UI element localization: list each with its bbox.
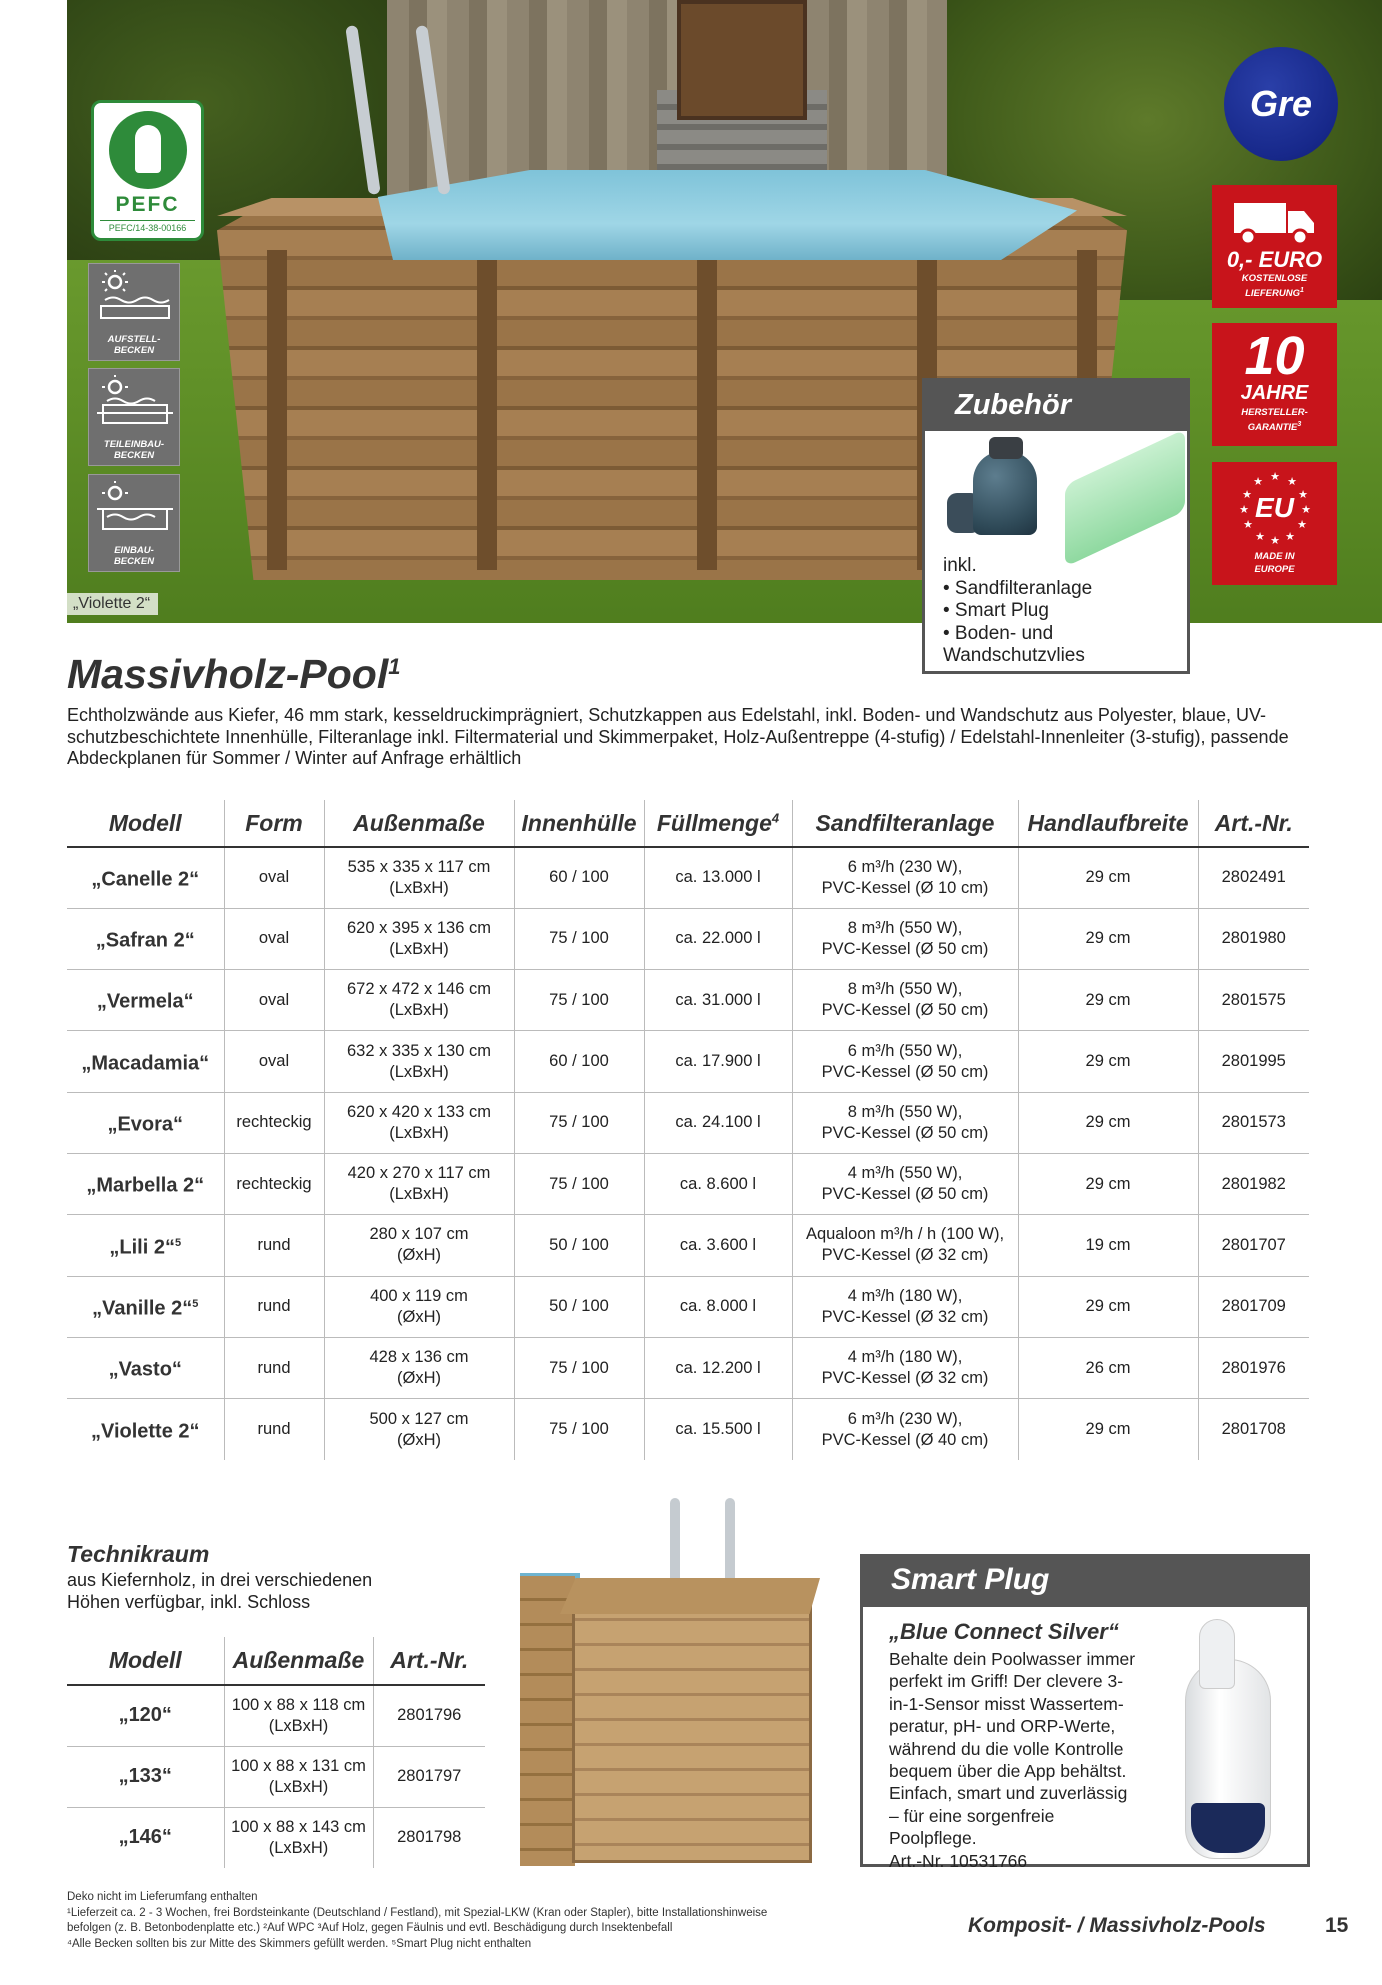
- liner-cell: 75 / 100: [514, 1337, 644, 1398]
- accessories-box: [922, 378, 1190, 674]
- column-header: Handlaufbreite: [1018, 800, 1198, 847]
- article-number-cell: 2801796: [373, 1685, 485, 1746]
- dimensions-cell: 420 x 270 x 117 cm (LxBxH): [324, 1153, 514, 1214]
- dimensions-cell: 100 x 88 x 131 cm (LxBxH): [224, 1746, 373, 1807]
- sensor-device-image: [1163, 1619, 1293, 1859]
- table-row: [67, 1031, 1309, 1092]
- form-cell: rund: [224, 1399, 324, 1460]
- warranty-word: JAHRE: [1240, 382, 1309, 404]
- dimensions-cell: 632 x 335 x 130 cm (LxBxH): [324, 1031, 514, 1092]
- technikraum-description: aus Kiefernholz, in drei verschiedenen Höhen verfügbar, inkl. Schloss: [67, 1570, 373, 1612]
- dimensions-cell: 535 x 335 x 117 cm (LxBxH): [324, 847, 514, 908]
- article-number-cell: 2801980: [1198, 908, 1309, 969]
- made-in-europe-text: MADE IN EUROPE: [1254, 551, 1295, 575]
- delivery-price: 0,- EURO: [1226, 247, 1323, 272]
- dimensions-cell: 100 x 88 x 143 cm (LxBxH): [224, 1807, 373, 1868]
- svg-text:★: ★: [1301, 503, 1311, 516]
- svg-text:★: ★: [1253, 475, 1263, 488]
- article-number-cell: 2801995: [1198, 1031, 1309, 1092]
- column-header: Art.-Nr.: [373, 1637, 485, 1685]
- form-cell: rechteckig: [224, 1092, 324, 1153]
- handrail-cell: 29 cm: [1018, 1153, 1198, 1214]
- model-cell: „146“: [118, 1826, 172, 1849]
- volume-cell: ca. 13.000 l: [644, 847, 792, 908]
- table-row: [67, 1746, 485, 1807]
- svg-text:★: ★: [1297, 518, 1307, 531]
- delivery-text: KOSTENLOSE LIEFERUNG$^1$: [1241, 273, 1308, 300]
- column-header: Füllmenge$^4$: [644, 800, 792, 847]
- volume-cell: ca. 24.100 l: [644, 1092, 792, 1153]
- form-cell: rund: [224, 1276, 324, 1337]
- brand-logo: Gre: [1224, 47, 1338, 161]
- form-cell: oval: [224, 908, 324, 969]
- table-row: [67, 1276, 1309, 1337]
- partial-inground-pool-badge: [88, 368, 180, 466]
- model-cell: „Vasto“: [67, 1337, 224, 1398]
- form-cell: rund: [224, 1215, 324, 1276]
- table-row: [67, 1215, 1309, 1276]
- type-badge-label: EINBAU- BECKEN: [113, 545, 155, 567]
- filter-cell: Aqualoon m³/h / h (100 W), PVC-Kessel (Ø 32 cm): [792, 1215, 1018, 1276]
- technikraum-photo: [520, 1498, 826, 1870]
- liner-cell: 75 / 100: [514, 970, 644, 1031]
- model-cell: „Vanille 2“$^5$: [67, 1276, 224, 1337]
- photo-caption: „Violette 2“: [67, 593, 158, 615]
- free-delivery-badge: [1212, 185, 1337, 308]
- volume-cell: ca. 8.000 l: [644, 1276, 792, 1337]
- article-number-cell: 2801708: [1198, 1399, 1309, 1460]
- accessories-title: Zubehör: [925, 381, 1187, 431]
- accessory-item: • Smart Plug: [943, 600, 1049, 621]
- table-header-row: [67, 1637, 485, 1685]
- article-number-cell: 2801982: [1198, 1153, 1309, 1214]
- article-number-cell: 2801575: [1198, 970, 1309, 1031]
- table-row: [67, 1685, 485, 1746]
- liner-cell: 60 / 100: [514, 1031, 644, 1092]
- accessories-intro: inkl.: [943, 555, 977, 576]
- liner-cell: 75 / 100: [514, 1092, 644, 1153]
- handrail-cell: 29 cm: [1018, 1031, 1198, 1092]
- column-header: Innenhülle: [514, 800, 644, 847]
- handrail-cell: 29 cm: [1018, 1399, 1198, 1460]
- inground-pool-badge: [88, 474, 180, 572]
- handrail-cell: 29 cm: [1018, 847, 1198, 908]
- filter-cell: 6 m³/h (230 W), PVC-Kessel (Ø 40 cm): [792, 1399, 1018, 1460]
- column-header: Außenmaße: [224, 1637, 373, 1685]
- dimensions-cell: 400 x 119 cm (ØxH): [324, 1276, 514, 1337]
- liner-cell: 75 / 100: [514, 1153, 644, 1214]
- filter-cell: 4 m³/h (180 W), PVC-Kessel (Ø 32 cm): [792, 1276, 1018, 1337]
- handrail-cell: 29 cm: [1018, 1092, 1198, 1153]
- article-number-cell: 2802491: [1198, 847, 1309, 908]
- model-cell: „Macadamia“: [67, 1031, 224, 1092]
- filter-cell: 8 m³/h (550 W), PVC-Kessel (Ø 50 cm): [792, 1092, 1018, 1153]
- model-cell: „Canelle 2“: [67, 847, 224, 908]
- svg-text:★: ★: [1242, 488, 1252, 501]
- eu-label: EU: [1255, 492, 1294, 523]
- liner-cell: 50 / 100: [514, 1215, 644, 1276]
- article-number-cell: 2801573: [1198, 1092, 1309, 1153]
- footnote: ⁴Alle Becken sollten bis zur Mitte des Skimmers gefüllt werden. ⁵Smart Plug nicht enthalten: [67, 1937, 532, 1950]
- warranty-text: HERSTELLER- GARANTIE$^3$: [1241, 407, 1308, 434]
- model-cell: „133“: [67, 1746, 224, 1807]
- svg-text:★: ★: [1255, 530, 1265, 543]
- warranty-years: 10: [1244, 326, 1305, 386]
- volume-cell: ca. 31.000 l: [644, 970, 792, 1031]
- dimensions-cell: 620 x 395 x 136 cm (LxBxH): [324, 908, 514, 969]
- svg-text:★: ★: [1285, 530, 1295, 543]
- form-cell: oval: [224, 970, 324, 1031]
- volume-cell: ca. 17.900 l: [644, 1031, 792, 1092]
- footer-category: Komposit- / Massivholz-Pools: [968, 1914, 1266, 1937]
- partial-inground-pool-icon: [97, 375, 173, 425]
- dimensions-cell: 100 x 88 x 118 cm (LxBxH): [224, 1685, 373, 1746]
- volume-cell: ca. 3.600 l: [644, 1215, 792, 1276]
- tree-icon: [109, 111, 187, 189]
- technikraum-table: [67, 1637, 485, 1868]
- table-row: [67, 908, 1309, 969]
- inground-pool-icon: [97, 481, 173, 531]
- model-cell: „Safran 2“: [67, 908, 224, 969]
- freestanding-pool-badge: [88, 263, 180, 361]
- pefc-certification-logo: [91, 100, 204, 241]
- svg-text:★: ★: [1243, 518, 1253, 531]
- svg-text:★: ★: [1287, 475, 1297, 488]
- dimensions-cell: 280 x 107 cm (ØxH): [324, 1215, 514, 1276]
- volume-cell: ca. 8.600 l: [644, 1153, 792, 1214]
- form-cell: oval: [224, 1031, 324, 1092]
- liner-cell: 50 / 100: [514, 1276, 644, 1337]
- model-cell: „Violette 2“: [90, 1420, 200, 1443]
- liner-cell: 75 / 100: [514, 908, 644, 969]
- pefc-label: PEFC: [115, 193, 180, 216]
- handrail-cell: 26 cm: [1018, 1337, 1198, 1398]
- smart-plug-product-name: „Blue Connect Silver“: [889, 1619, 1119, 1644]
- footnote: Deko nicht im Lieferumfang enthalten: [67, 1891, 258, 1903]
- pool-models-table: [67, 800, 1309, 1460]
- warranty-badge: [1212, 323, 1337, 446]
- volume-cell: ca. 22.000 l: [644, 908, 792, 969]
- table-row: [67, 1153, 1309, 1214]
- accessory-item: • Boden- und Wandschutzvlies: [943, 622, 1085, 666]
- model-cell: „Vermela“: [67, 970, 224, 1031]
- filter-cell: 6 m³/h (550 W), PVC-Kessel (Ø 50 cm): [792, 1031, 1018, 1092]
- model-cell: „120“: [67, 1685, 224, 1746]
- liner-cell: 75 / 100: [514, 1399, 644, 1460]
- dimensions-cell: 620 x 420 x 133 cm (LxBxH): [324, 1092, 514, 1153]
- column-header: Sandfilteranlage: [792, 800, 1018, 847]
- footnote: ¹Lieferzeit ca. 2 - 3 Wochen, frei Bordsteinkante (Deutschland / Festland), mit Spezial-LKW (Kran oder Stapler), bitte Installationshinweise: [67, 1906, 768, 1919]
- smart-plug-title: Smart Plug: [863, 1557, 1307, 1607]
- liner-cell: 60 / 100: [514, 847, 644, 908]
- svg-text:★: ★: [1270, 534, 1280, 546]
- table-row: [67, 1807, 485, 1868]
- truck-icon: [1234, 199, 1316, 245]
- dimensions-cell: 428 x 136 cm (ØxH): [324, 1337, 514, 1398]
- technikraum-title: Technikraum: [67, 1541, 210, 1567]
- smart-plug-art-nr: Art.-Nr. 10531766: [889, 1850, 1028, 1871]
- model-cell: „Lili 2“$^5$: [67, 1215, 224, 1276]
- type-badge-label: AUFSTELL- BECKEN: [107, 334, 161, 356]
- filter-cell: 4 m³/h (180 W), PVC-Kessel (Ø 32 cm): [792, 1337, 1018, 1398]
- product-description: Echtholzwände aus Kiefer, 46 mm stark, kesseldruckimprägniert, Schutzkappen aus Edelstahl, inkl. Boden- und Wandschutz aus Polyester, blaue, UV-schutzbeschichtete Innenhülle, Filteranlage inkl. Filtermaterial und Skimmerpaket, Holz-Außentreppe (4-stufig) / Edelstahl-Innenleiter (3-stufig), passende Abdeckplanen für Sommer / Winter auf Anfrage erhältlich: [67, 705, 1289, 768]
- footnote: befolgen (z. B. Betonbodenplatte etc.) ²Auf WPC ³Auf Holz, gegen Fäulnis und evtl. Beschädigung durch Insektenbefall: [67, 1922, 673, 1934]
- article-number-cell: 2801976: [1198, 1337, 1309, 1398]
- footnotes: [67, 1890, 857, 1952]
- filter-cell: 4 m³/h (550 W), PVC-Kessel (Ø 50 cm): [792, 1153, 1018, 1214]
- form-cell: rechteckig: [224, 1153, 324, 1214]
- table-row: [67, 1337, 1309, 1398]
- handrail-cell: 29 cm: [1018, 1276, 1198, 1337]
- svg-text:★: ★: [1239, 503, 1249, 516]
- article-number-cell: 2801797: [373, 1746, 485, 1807]
- svg-text:★: ★: [1298, 488, 1308, 501]
- form-cell: oval: [224, 847, 324, 908]
- article-number-cell: 2801709: [1198, 1276, 1309, 1337]
- volume-cell: ca. 15.500 l: [644, 1399, 792, 1460]
- type-badge-label: TEILEINBAU- BECKEN: [103, 439, 165, 461]
- accessories-list: [925, 555, 1187, 668]
- freestanding-pool-icon: [97, 270, 173, 320]
- table-row: [67, 1092, 1309, 1153]
- product-title: Massivholz-Pool$^1$: [67, 651, 401, 697]
- handrail-cell: 29 cm: [1018, 970, 1198, 1031]
- smart-plug-box: [860, 1554, 1310, 1871]
- dimensions-cell: 672 x 472 x 146 cm (LxBxH): [324, 970, 514, 1031]
- filter-cell: 6 m³/h (230 W), PVC-Kessel (Ø 10 cm): [792, 847, 1018, 908]
- handrail-cell: 19 cm: [1018, 1215, 1198, 1276]
- filter-cell: 8 m³/h (550 W), PVC-Kessel (Ø 50 cm): [792, 908, 1018, 969]
- dimensions-cell: 500 x 127 cm (ØxH): [324, 1399, 514, 1460]
- column-header: Art.-Nr.: [1198, 800, 1309, 847]
- article-number-cell: 2801707: [1198, 1215, 1309, 1276]
- table-row: [67, 1399, 1309, 1460]
- table-row: [67, 970, 1309, 1031]
- filter-cell: 8 m³/h (550 W), PVC-Kessel (Ø 50 cm): [792, 970, 1018, 1031]
- accessory-item: • Sandfilteranlage: [943, 577, 1093, 599]
- smart-plug-description: Behalte dein Poolwasser immer perfekt im Griff! Der clevere 3-in-1-Sensor misst Wassertem-peratur, pH- und ORP-Werte, während du die volle Kontrolle bequem über die App behältst. Einfach, smart und zuverlässig – für eine sorgenfreie Poolpflege. Art.-Nr. 10531766: [889, 1649, 1136, 1871]
- table-row: [67, 847, 1309, 908]
- volume-cell: ca. 12.200 l: [644, 1337, 792, 1398]
- page-number: 15: [1325, 1914, 1349, 1937]
- form-cell: rund: [224, 1337, 324, 1398]
- made-in-europe-badge: [1212, 462, 1337, 585]
- accessories-image: [925, 431, 1187, 555]
- pefc-code: PEFC/14-38-00166: [100, 220, 195, 233]
- column-header: Außenmaße: [324, 800, 514, 847]
- column-header: Modell: [67, 800, 224, 847]
- column-header: Modell: [67, 1637, 224, 1685]
- column-header: Form: [224, 800, 324, 847]
- article-number-cell: 2801798: [373, 1807, 485, 1868]
- handrail-cell: 29 cm: [1018, 908, 1198, 969]
- model-cell: „Marbella 2“: [67, 1153, 224, 1214]
- table-header-row: [67, 800, 1309, 847]
- svg-text:★: ★: [1270, 470, 1280, 483]
- model-cell: „Evora“: [67, 1092, 224, 1153]
